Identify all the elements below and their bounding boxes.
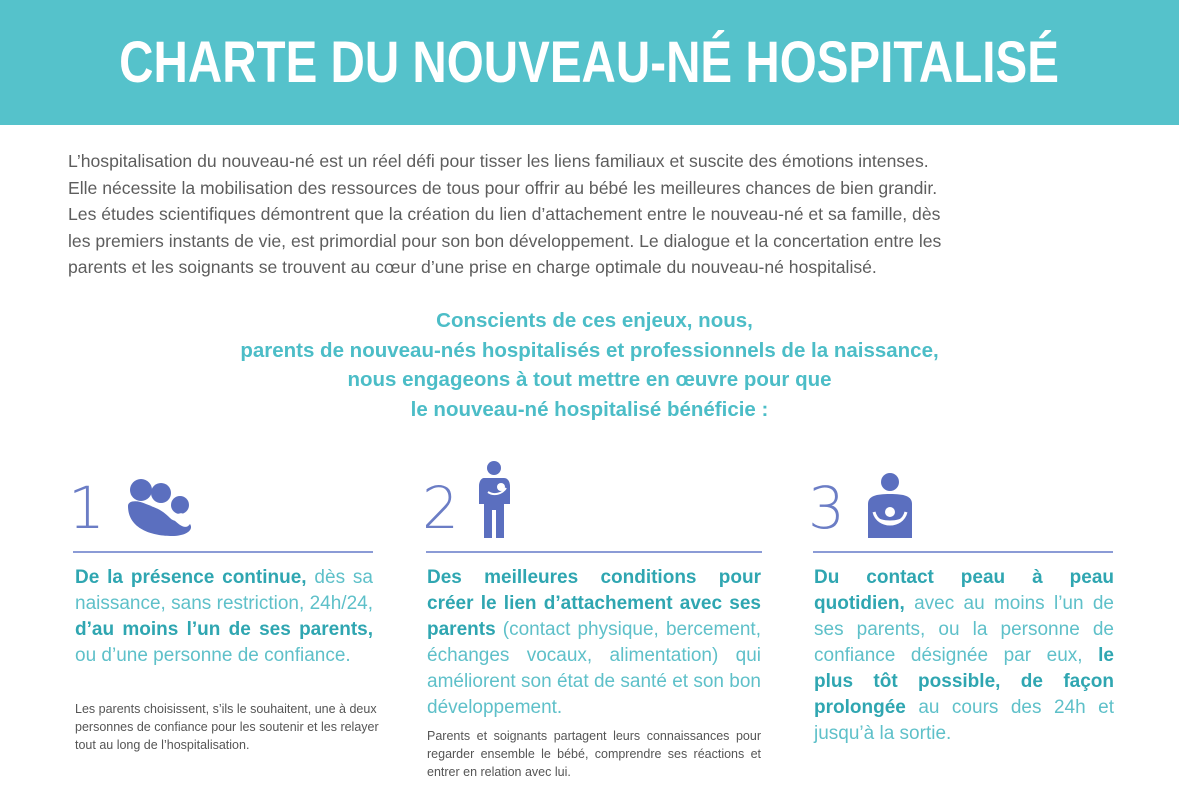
title-banner bbox=[0, 0, 1179, 125]
intro-line: parents et les soignants se trouvent au cœur d’une prise en charge optimale du nouveau-né hospitalisé. bbox=[68, 257, 877, 278]
item-number: 2 bbox=[422, 474, 459, 542]
commitment-bold: De la présence continue, bbox=[75, 567, 307, 588]
intro-line: Les études scientifiques démontrent que la création du lien d’attachement entre le nouveau-né et sa famille, dès bbox=[68, 204, 941, 225]
engagement-line: nous engageons à tout mettre en œuvre pour que bbox=[347, 368, 832, 391]
item-number: 3 bbox=[808, 474, 845, 542]
skin-to-skin-icon bbox=[862, 472, 918, 540]
engagement-statement bbox=[0, 306, 1179, 424]
commitment-bold: le plus tôt possible, de façon prolongée bbox=[814, 645, 1114, 718]
divider bbox=[813, 551, 1113, 553]
engagement-line: Conscients de ces enjeux, nous, bbox=[436, 309, 753, 332]
commitment-body: avec au moins l’un de ses parents, ou la personne de confiance désignée par eux, bbox=[814, 593, 1114, 666]
commitment-text bbox=[427, 565, 761, 721]
item-number: 1 bbox=[68, 474, 105, 542]
engagement-line: parents de nouveau-nés hospitalisés et professionnels de la naissance, bbox=[240, 338, 939, 362]
page-title: CHARTE DU NOUVEAU-NÉ HOSPITALISÉ bbox=[119, 30, 1060, 95]
commitment-body: au cours des 24h et jusqu’à la sortie. bbox=[814, 697, 1114, 744]
intro-line: L’hospitalisation du nouveau-né est un réel défi pour tisser les liens familiaux et suscite des émotions intenses. bbox=[68, 151, 929, 171]
commitment-body: (contact physique, bercement, échanges vocaux, alimentation) qui améliorent son état de santé et son bon développement. bbox=[427, 619, 761, 718]
engagement-line: le nouveau-né hospitalisé bénéficie : bbox=[410, 397, 769, 421]
commitment-body: dès sa naissance, sans restriction, 24h/24, bbox=[75, 567, 373, 614]
parent-holding-baby-icon bbox=[474, 460, 514, 540]
commitment-body: ou d’une personne de confiance. bbox=[75, 645, 351, 666]
intro-line: Elle nécessite la mobilisation des ressources de tous pour offrir au bébé les meilleures chances de bien grandir. bbox=[68, 177, 938, 198]
commitment-bold: Des meilleures conditions pour créer le lien d’attachement avec ses parents bbox=[427, 567, 761, 640]
divider bbox=[426, 551, 762, 553]
commitment-text bbox=[75, 565, 373, 669]
commitment-note: Les parents choisissent, s’ils le souhaitent, une à deux personnes de confiance pour les soutenir et les relayer tout au long de l’hospitalisation. bbox=[75, 702, 379, 752]
commitment-bold: Du contact peau à peau quotidien, bbox=[814, 567, 1114, 614]
divider bbox=[73, 551, 373, 553]
commitment-text bbox=[814, 565, 1114, 747]
intro-paragraph bbox=[68, 148, 1128, 281]
commitment-bold: d’au moins l’un de ses parents, bbox=[75, 619, 373, 640]
intro-line: les premiers instants de vie, est primordial pour son bon développement. Le dialogue et la concertation entre les bbox=[68, 230, 942, 251]
commitment-note: Parents et soignants partagent leurs connaissances pour regarder ensemble le bébé, comprendre ses réactions et entrer en relation avec lui. bbox=[427, 729, 761, 779]
family-hug-icon bbox=[124, 478, 196, 538]
